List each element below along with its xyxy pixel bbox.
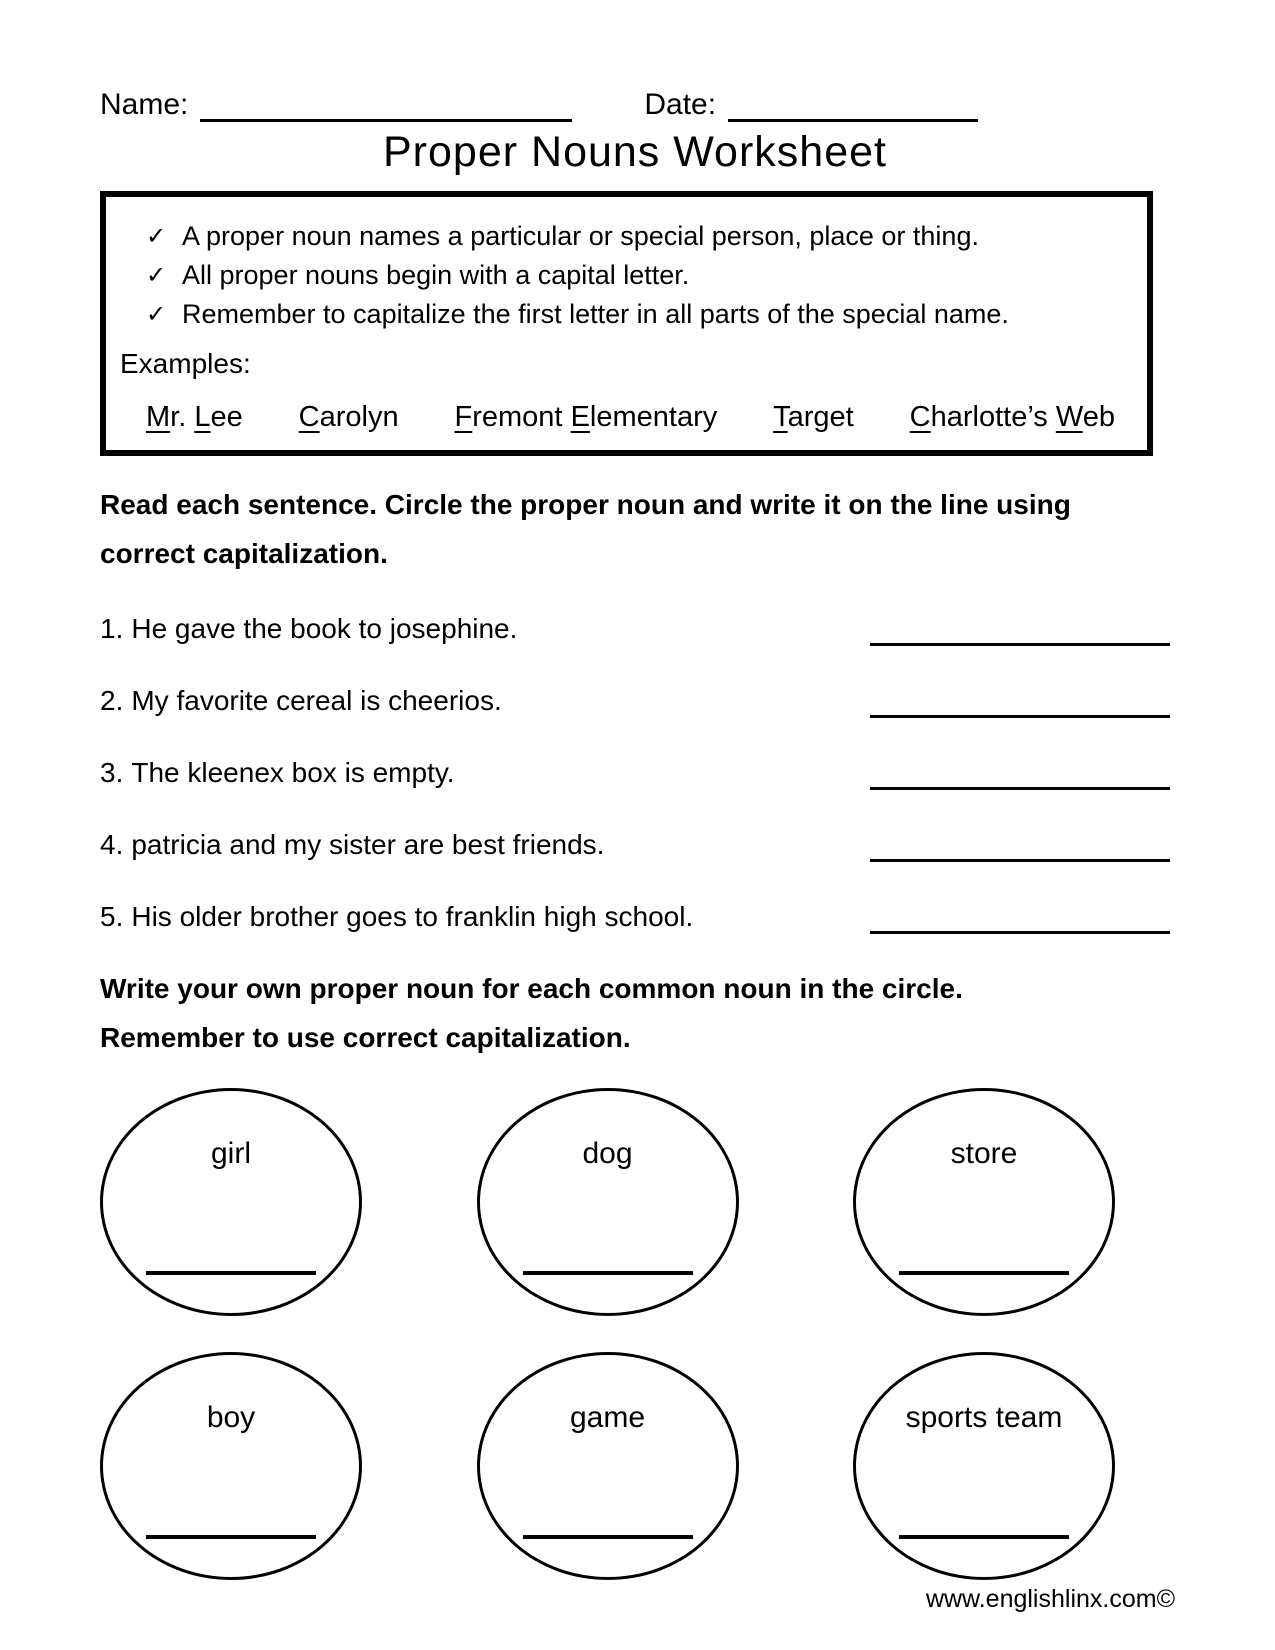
underlined-capital: F <box>454 401 473 434</box>
sentence-list <box>100 604 1170 934</box>
answer-blank-line <box>870 616 1170 646</box>
rule-item <box>146 256 1125 295</box>
common-noun-circle <box>477 1088 739 1316</box>
underlined-capital: T <box>773 401 788 434</box>
underlined-capital: C <box>298 401 320 434</box>
common-noun-label: store <box>950 1137 1018 1171</box>
sentence-text: 1. He gave the book to josephine. <box>100 613 518 645</box>
example-item: Charlotte’s Web <box>909 401 1115 434</box>
examples-label: Examples: <box>120 348 251 380</box>
answer-blank-line <box>870 688 1170 718</box>
page-title: Proper Nouns Worksheet <box>383 128 887 176</box>
sentence-row <box>100 676 1170 718</box>
section2-instructions <box>100 964 1170 1062</box>
example-item: Mr. Lee <box>146 401 243 434</box>
common-noun-label: girl <box>210 1137 251 1171</box>
site-credit: www.englishlinx.com© <box>925 1585 1175 1613</box>
rule-item <box>146 217 1125 256</box>
section1-instructions: Read each sentence. Circle the proper noun and write it on the line using correct capitalization. <box>100 489 1071 570</box>
common-noun-circle <box>477 1352 739 1580</box>
rule-item <box>146 295 1125 334</box>
section2-instructions-line2: Remember to use correct capitalization. <box>100 1022 631 1054</box>
circle-blank-line <box>899 1271 1069 1275</box>
sentence-text: 3. The kleenex box is empty. <box>100 757 455 789</box>
underlined-capital: E <box>570 401 590 434</box>
common-noun-circle <box>853 1352 1115 1580</box>
sentence-number: 4. <box>100 829 124 861</box>
circle-blank-line <box>146 1271 316 1275</box>
section2-instructions-line1: Write your own proper noun for each common noun in the circle. <box>100 973 963 1005</box>
sentence-text: 5. His older brother goes to franklin high school. <box>100 901 694 933</box>
sentence-number: 5. <box>100 901 124 933</box>
sentence-number: 2. <box>100 685 124 717</box>
date-blank-line <box>728 88 978 122</box>
sentence-row <box>100 820 1170 862</box>
answer-blank-line <box>870 832 1170 862</box>
example-item: Fremont Elementary <box>454 401 718 434</box>
common-noun-circle <box>100 1088 362 1316</box>
circle-blank-line <box>523 1271 693 1275</box>
underlined-capital: L <box>194 401 211 434</box>
common-noun-label: game <box>569 1401 646 1435</box>
example-item: Target <box>773 401 854 434</box>
name-label: Name: <box>100 88 189 121</box>
date-label: Date: <box>644 88 717 121</box>
sentence-text: 2. My favorite cereal is cheerios. <box>100 685 502 717</box>
circle-blank-line <box>146 1535 316 1539</box>
rule-text: All proper nouns begin with a capital letter. <box>182 260 690 291</box>
check-icon: ✓ <box>146 262 167 290</box>
sentence-row <box>100 892 1170 934</box>
sentence-number: 1. <box>100 613 124 645</box>
header <box>100 80 1170 122</box>
check-icon: ✓ <box>146 223 167 250</box>
rule-text: A proper noun names a particular or special person, place or thing. <box>182 221 979 251</box>
underlined-capital: M <box>146 401 171 434</box>
answer-blank-line <box>870 904 1170 934</box>
common-noun-circle <box>100 1352 362 1580</box>
example-item: Carolyn <box>298 401 399 434</box>
underlined-capital: C <box>909 401 931 434</box>
answer-blank-line <box>870 760 1170 790</box>
underlined-capital: W <box>1055 401 1083 434</box>
rule-text: Remember to capitalize the first letter in all parts of the special name. <box>182 299 1009 330</box>
common-noun-label: boy <box>206 1401 256 1435</box>
rules-box <box>100 191 1153 456</box>
sentence-row <box>100 604 1170 646</box>
sentence-text: 4. patricia and my sister are best friends. <box>100 829 605 861</box>
sentence-row <box>100 748 1170 790</box>
examples-row <box>120 401 1125 434</box>
check-icon: ✓ <box>146 301 167 329</box>
circle-grid <box>100 1088 1115 1580</box>
sentence-number: 3. <box>100 757 124 789</box>
name-blank-line <box>200 88 572 122</box>
circle-blank-line <box>523 1535 693 1539</box>
common-noun-label: sports team <box>905 1401 1063 1435</box>
rules-list <box>146 217 1125 334</box>
common-noun-circle <box>853 1088 1115 1316</box>
common-noun-label: dog <box>582 1137 633 1171</box>
circle-blank-line <box>899 1535 1069 1539</box>
